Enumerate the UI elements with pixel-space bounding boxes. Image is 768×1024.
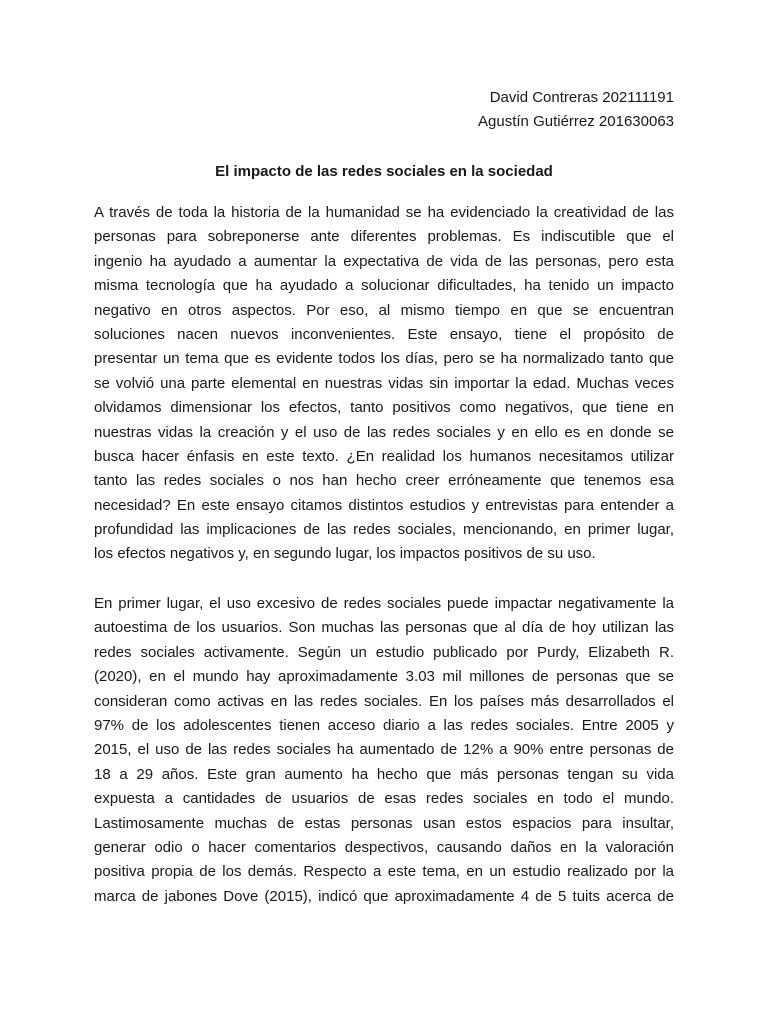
text-line: redes sociales activamente. Según un estudio publicado por Purdy, Elizabeth R. [94, 643, 674, 661]
paragraph-first-argument [94, 592, 674, 909]
text-line: marca de jabones Dove (2015), indicó que aproximadamente 4 de 5 tuits acerca de [94, 887, 674, 905]
text-line: generar odio o hacer comentarios despectivos, causando daños en la valoración [94, 838, 674, 856]
document-title: El impacto de las redes sociales en la sociedad [215, 163, 553, 180]
text-line: autoestima de los usuarios. Son muchas las personas que al día de hoy utilizan las [94, 619, 674, 637]
text-line: nuestras vidas la creación y el uso de las redes sociales y en ello es en donde se [94, 423, 674, 441]
text-line: tanto las redes sociales o nos han hecho creer erróneamente que tenemos esa [94, 472, 674, 490]
text-line: soluciones nacen nuevos inconvenientes. Este ensayo, tiene el propósito de [94, 325, 674, 343]
text-line: 18 a 29 años. Este gran aumento ha hecho que más personas tengan su vida [94, 765, 674, 783]
text-line: 2015, el uso de las redes sociales ha aumentado de 12% a 90% entre personas de [94, 741, 674, 759]
text-line: se volvió una parte elemental en nuestras vidas sin importar la edad. Muchas veces [94, 374, 674, 392]
text-line: 97% de los adolescentes tienen acceso diario a las redes sociales. Entre 2005 y [94, 716, 674, 734]
text-line: expuesta a cantidades de usuarios de esas redes sociales en todo el mundo. [94, 790, 674, 808]
text-line: negativo en otros aspectos. Por eso, al mismo tiempo en que se encuentran [94, 301, 674, 319]
text-line: profundidad las implicaciones de las redes sociales, mencionando, en primer lugar, [94, 521, 674, 539]
text-line: Lastimosamente muchas de estas personas usan estos espacios para insultar, [94, 814, 674, 832]
text-line: positiva propia de los demás. Respecto a este tema, en un estudio realizado por la [94, 863, 674, 881]
text-line: ingenio ha ayudado a aumentar la expectativa de vida de las personas, pero esta [94, 252, 674, 270]
text-line: (2020), en el mundo hay aproximadamente 3.03 mil millones de personas que se [94, 668, 674, 686]
paragraph-introduction [94, 201, 674, 567]
text-line: consideran como activas en las redes sociales. En los países más desarrollados el [94, 692, 674, 710]
text-line: busca hacer énfasis en este texto. ¿En realidad los humanos necesitamos utilizar [94, 447, 674, 465]
text-line: los efectos negativos y, en segundo lugar, los impactos positivos de su uso. [94, 545, 596, 563]
text-line: olvidamos dimensionar los efectos, tanto positivos como negativos, que tiene en [94, 399, 674, 417]
text-line: necesidad? En este ensayo citamos distintos estudios y entrevistas para entender a [94, 496, 674, 514]
text-line: A través de toda la historia de la humanidad se ha evidenciado la creatividad de las [94, 204, 674, 221]
text-line: personas para sobreponerse ante diferentes problemas. Es indiscutible que el [94, 228, 674, 246]
text-line: En primer lugar, el uso excesivo de redes sociales puede impactar negativamente la [94, 595, 674, 612]
author-line: David Contreras 202111191 [489, 89, 674, 106]
text-line: misma tecnología que ha ayudado a solucionar dificultades, ha tenido un impacto [94, 277, 674, 295]
text-line: presentar un tema que es evidente todos los días, pero se ha normalizado tanto que [94, 350, 674, 368]
author-line: Agustín Gutiérrez 201630063 [478, 113, 674, 130]
